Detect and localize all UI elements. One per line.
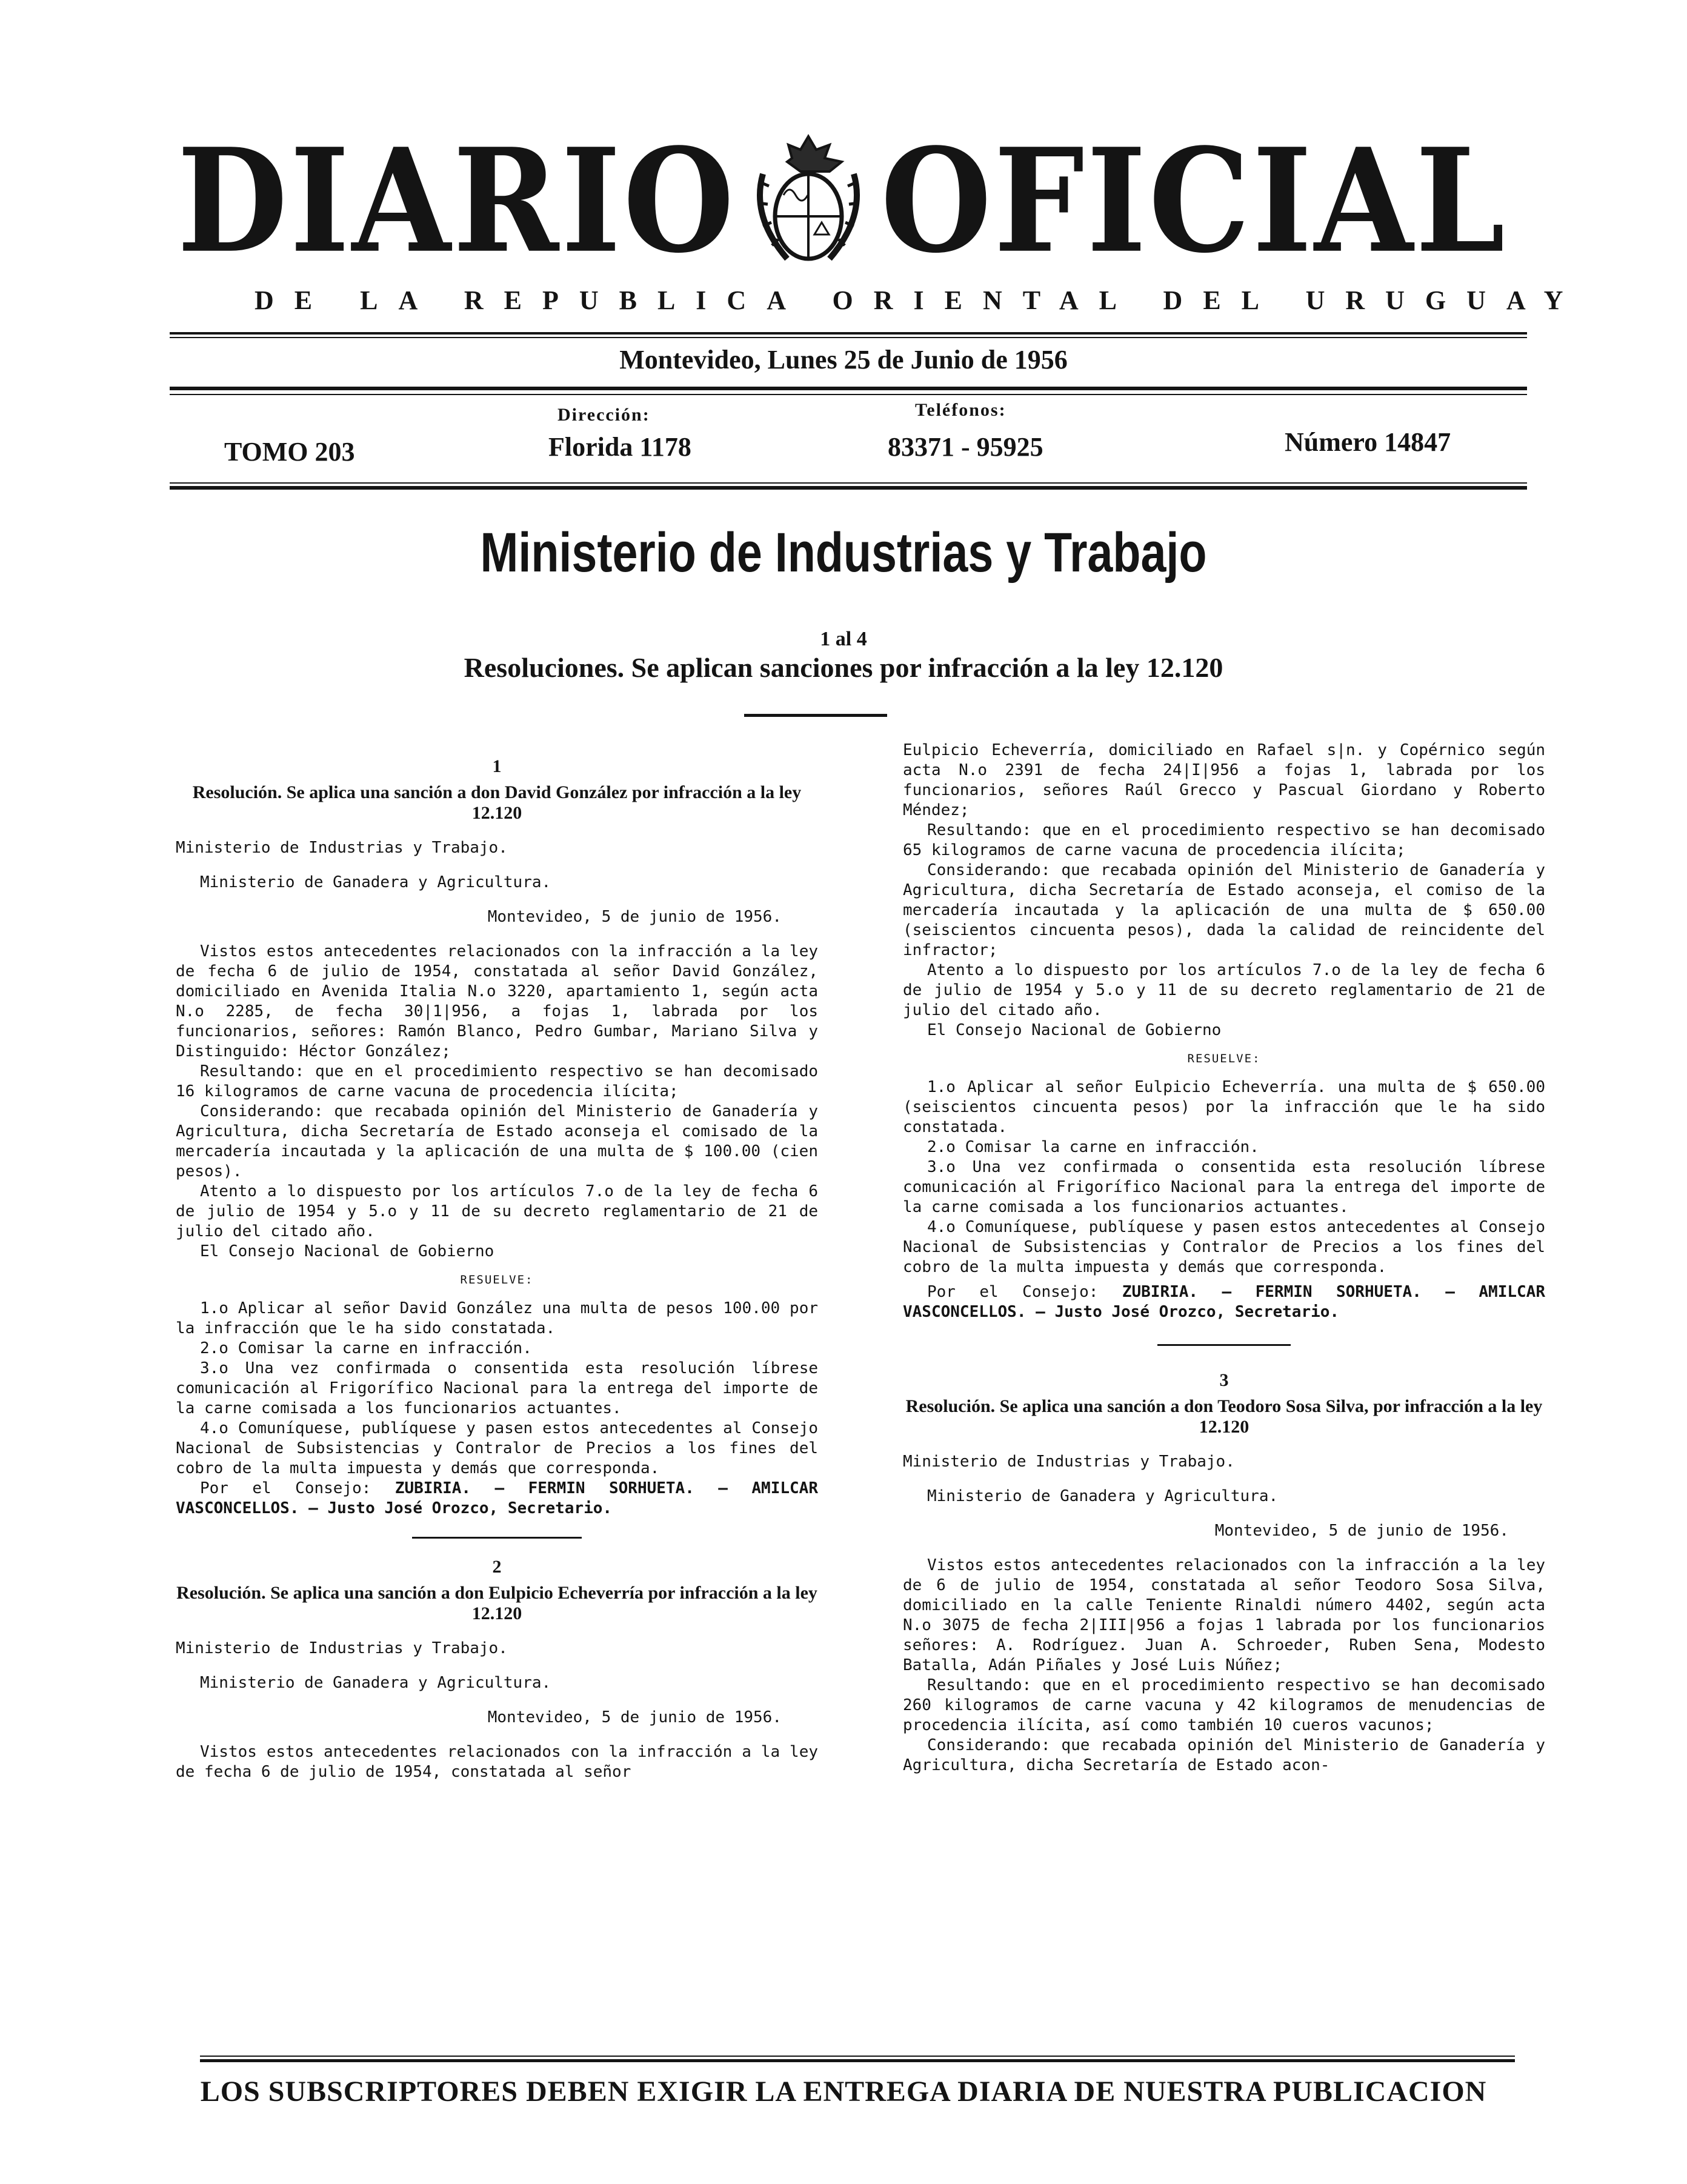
resolution-2-consejo: El Consejo Nacional de Gobierno [927, 1021, 1222, 1039]
section-title: Resoluciones. Se aplican sanciones por infracción a la ley 12.120 [464, 652, 1223, 683]
footer-notice: LOS SUBSCRIPTORES DEBEN EXIGIR LA ENTREGA DIARIA DE NUESTRA PUBLICACION [200, 2076, 1487, 2108]
resolution-1-considerando: Considerando: que recabada opinión del Ministerio de Ganadería y Agricultura, dicha Secretaría de Estado aconseja el comisado de la mercadería incautada y la aplicación de una multa de $ 100.00 (cien pesos). [176, 1102, 818, 1180]
section-range: 1 al 4 [820, 628, 867, 650]
resolution-3-ministry-1: Ministerio de Industrias y Trabajo. [903, 1453, 1235, 1471]
issue-number: Número 14847 [1285, 427, 1451, 457]
divider [412, 1537, 582, 1539]
signature-names: ZUBIRIA. — FERMIN SORHUETA. — AMILCAR VASCONCELLOS. — Justo José Orozco, Secretario. [903, 1283, 1545, 1321]
resolution-2-number: 2 [492, 1557, 502, 1577]
left-column [176, 756, 818, 1782]
resolution-3-title: Resolución. Se aplica una sanción a don Teodoro Sosa Silva, por infracción a la ley 12.120 [905, 1396, 1543, 1437]
resolution-3-resultando: Resultando: que en el procedimiento respectivo se han decomisado 260 kilogramos de carne vacuna y 42 kilogramos de menudencias de procedencia ilícita, así como también 10 cueros vacunos; [903, 1676, 1545, 1734]
resolution-2-item-3: 3.o Una vez confirmada o consentida esta resolución líbrese comunicación al Frigorífico Nacional para la entrega del importe de la carne comisada a los funcionarios actuantes. [903, 1158, 1545, 1216]
resolution-2-considerando: Considerando: que recabada opinión del Ministerio de Ganadería y Agricultura, dicha Secretaría de Estado aconseja, el comiso de la mercadería incautada y la aplicación de una multa de $ 650.00 (seiscientos cincuenta pesos), dada la calidad de reincidente del infractor; [903, 861, 1545, 959]
resolution-2-ministry-1: Ministerio de Industrias y Trabajo. [176, 1639, 508, 1657]
divider [170, 394, 1527, 395]
resolution-1-ministry-2: Ministerio de Ganadera y Agricultura. [200, 873, 551, 891]
resolution-1-item-3: 3.o Una vez confirmada o consentida esta resolución líbrese comunicación al Frigorífico Nacional para la entrega del importe de la carne comisada a los funcionarios actuantes. [176, 1359, 818, 1417]
telefonos-value: 83371 - 95925 [888, 432, 1043, 462]
divider [170, 482, 1527, 484]
coat-of-arms-icon [745, 132, 872, 271]
masthead [176, 117, 1509, 285]
direccion-value: Florida 1178 [548, 432, 691, 462]
resolution-2-resultando: Resultando: que en el procedimiento respectivo se han decomisado 65 kilogramos de carne vacuna de procedencia ilícita; [903, 821, 1545, 859]
ministry-heading: Ministerio de Industrias y Trabajo [480, 522, 1207, 584]
resolution-1-title: Resolución. Se aplica una sanción a don David González por infracción a la ley 12.120 [192, 782, 802, 823]
resolution-1-item-1: 1.o Aplicar al señor David González una multa de pesos 100.00 por la infracción que le ha sido constatada. [176, 1299, 818, 1337]
divider [200, 2056, 1515, 2057]
resolution-1-signatures [176, 1479, 818, 1519]
resolution-3-date: Montevideo, 5 de junio de 1956. [1214, 1522, 1509, 1540]
divider [170, 337, 1527, 338]
resolution-2-date: Montevideo, 5 de junio de 1956. [487, 1708, 782, 1726]
resolution-1-consejo: El Consejo Nacional de Gobierno [200, 1242, 494, 1260]
right-column [903, 741, 1545, 1776]
divider [200, 2059, 1515, 2062]
divider [744, 714, 887, 717]
resolution-2-title: Resolución. Se aplica una sanción a don Eulpicio Echeverría por infracción a la ley 12.120 [176, 1583, 817, 1623]
resolution-1-date: Montevideo, 5 de junio de 1956. [487, 908, 782, 926]
resolution-2-item-4: 4.o Comuníquese, publíquese y pasen estos antecedentes al Consejo Nacional de Subsistencias y Contralor de Precios a los fines del cobro de la multa impuesta y demás que corresponda. [903, 1218, 1545, 1276]
resolution-1-vistos: Vistos estos antecedentes relacionados con la infracción a la ley de fecha 6 de julio de 1954, constatada al señor David González, domiciliado en Avenida Italia N.o 3220, apartamiento 1, según acta N.o 2285, de fecha 30|1|956, a fojas 1, labrada por los funcionarios, señores: Ramón Blanco, Pedro Gumbar, Mariano Silva y Distinguido: Héctor González; [176, 942, 818, 1060]
resolution-1-atento: Atento a lo dispuesto por los artículos 7.o de la ley de fecha 6 de julio de 1954 y 5.o y 11 de su decreto reglamentario de 21 de julio del citado año. [176, 1182, 818, 1240]
resolution-1-item-4: 4.o Comuníquese, publíquese y pasen estos antecedentes al Consejo Nacional de Subsistencias y Contralor de Precios a los fines del cobro de la multa impuesta y demás que corresponda. [176, 1419, 818, 1477]
resolution-2-atento: Atento a lo dispuesto por los artículos 7.o de la ley de fecha 6 de julio de 1954 y 5.o y 11 de su decreto reglamentario de 21 de julio del citado año. [903, 961, 1545, 1019]
resolution-2-vistos-start: Vistos estos antecedentes relacionados con la infracción a la ley de fecha 6 de julio de 1954, constatada al señor [176, 1743, 818, 1781]
signature-names: ZUBIRIA. — FERMIN SORHUETA. — AMILCAR VASCONCELLOS. — Justo José Orozco, Secretario. [176, 1479, 818, 1517]
tomo-number: TOMO 203 [224, 437, 355, 467]
telefonos-label: Teléfonos: [915, 400, 1007, 420]
signature-prefix: Por el Consejo: [200, 1479, 371, 1497]
resolution-2-resuelve: RESUELVE: [1187, 1052, 1261, 1065]
resolution-1-resultando: Resultando: que en el procedimiento respectivo se han decomisado 16 kilogramos de carne vacuna de procedencia ilícita; [176, 1062, 818, 1100]
direccion-label: Dirección: [557, 405, 650, 425]
resolution-1-resuelve: RESUELVE: [460, 1273, 534, 1287]
divider [170, 332, 1527, 335]
resolution-1-number: 1 [492, 756, 502, 776]
resolution-2-signatures [903, 1282, 1545, 1322]
dateline: Montevideo, Lunes 25 de Junio de 1956 [619, 345, 1068, 375]
resolution-2-item-2: 2.o Comisar la carne en infracción. [927, 1138, 1259, 1156]
divider [1157, 1344, 1291, 1346]
resolution-2-vistos-cont: Eulpicio Echeverría, domiciliado en Rafael s|n. y Copérnico según acta N.o 2391 de fecha 24|I|956 a fojas 1, labrada por los funcionarios, señores Raúl Grecco y Pascual Giordano y Roberto Méndez; [903, 741, 1545, 819]
masthead-title-right: OFICIAL [880, 117, 1508, 285]
resolution-1-item-2: 2.o Comisar la carne en infracción. [200, 1339, 532, 1357]
resolution-3-considerando: Considerando: que recabada opinión del Ministerio de Ganadería y Agricultura, dicha Secretaría de Estado acon- [903, 1736, 1545, 1774]
signature-prefix: Por el Consejo: [927, 1283, 1099, 1301]
resolution-2-ministry-2: Ministerio de Ganadera y Agricultura. [200, 1674, 551, 1692]
resolution-2-item-1: 1.o Aplicar al señor Eulpicio Echeverría. una multa de $ 650.00 (seiscientos cincuenta pesos) por la infracción que le ha sido constatada. [903, 1078, 1545, 1136]
masthead-subtitle: DE LA REPUBLICA ORIENTAL DEL URUGUAY [255, 285, 1584, 315]
divider [170, 387, 1527, 390]
resolution-3-vistos: Vistos estos antecedentes relacionados con la infracción a la ley de 6 de julio de 1954, constatada al señor Teodoro Sosa Silva, domiciliado en la calle Teniente Rinaldi número 4402, según acta N.o 3075 de fecha 2|III|956 a fojas 1 labrada por los funcionarios señores: A. Rodríguez. Juan A. Schroeder, Ruben Sena, Modesto Batalla, Adán Piñales y José Luis Núñez; [903, 1556, 1545, 1674]
resolution-3-number: 3 [1219, 1370, 1229, 1390]
masthead-title-left: DIARIO [177, 117, 737, 285]
divider [170, 486, 1527, 490]
resolution-3-ministry-2: Ministerio de Ganadera y Agricultura. [927, 1487, 1279, 1505]
resolution-1-ministry-1: Ministerio de Industrias y Trabajo. [176, 839, 508, 857]
